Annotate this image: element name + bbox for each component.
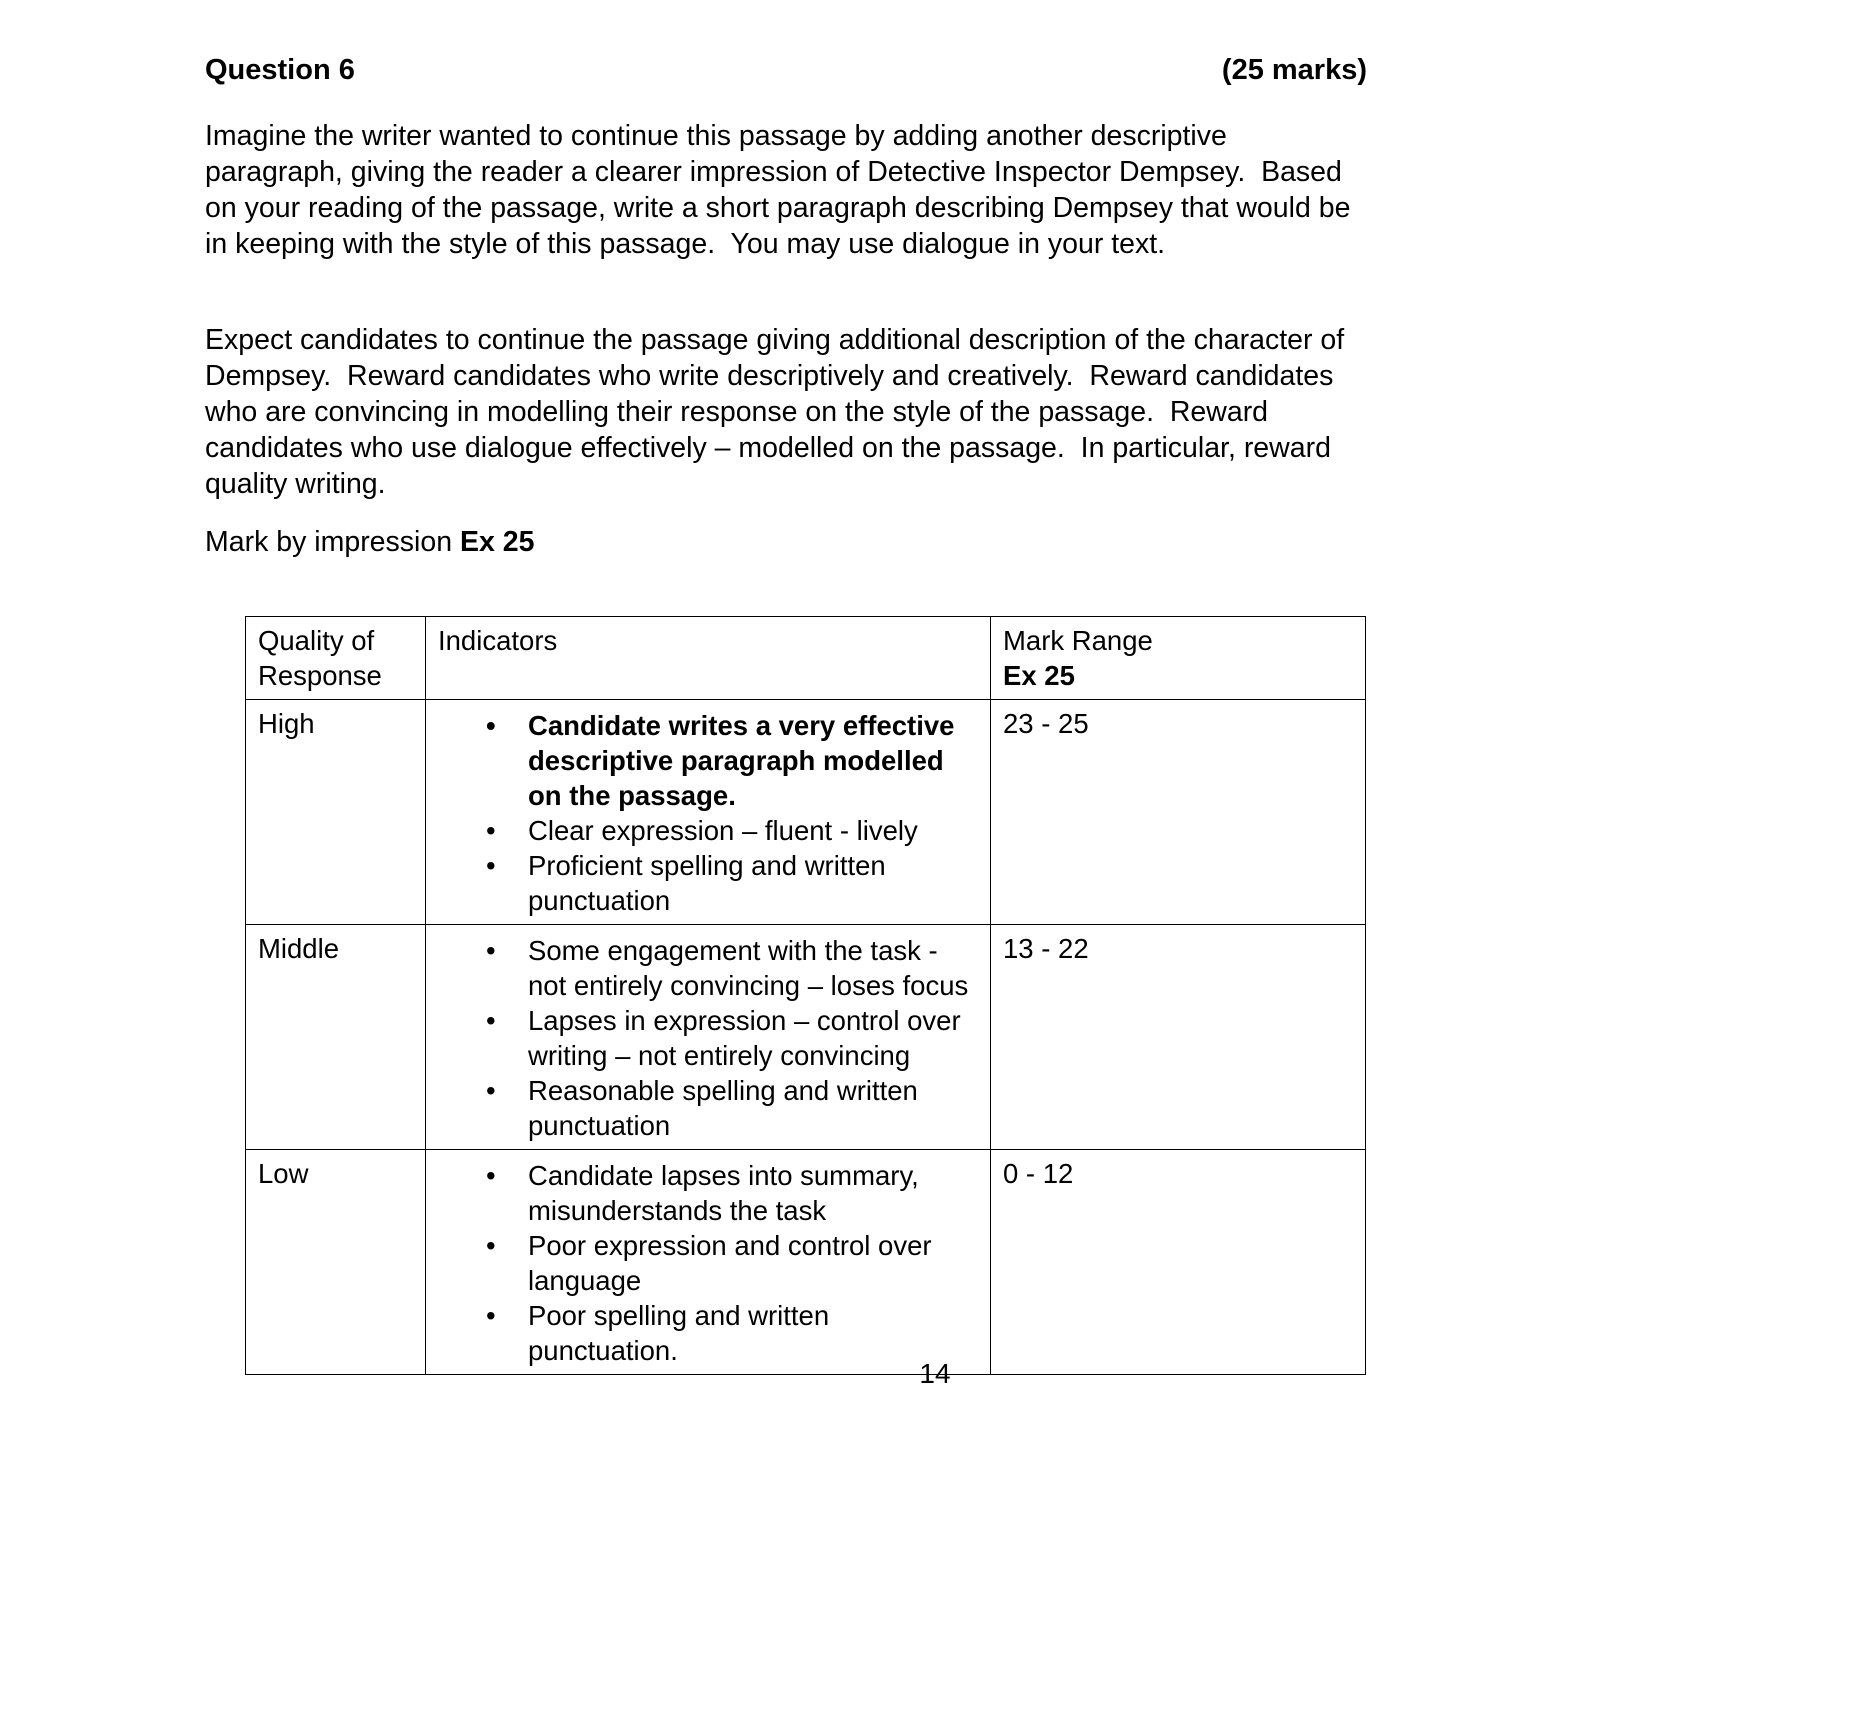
mark-scheme-table: [245, 616, 1366, 1375]
indicator-bullet: [486, 1228, 978, 1298]
indicator-text: Reasonable spelling and written punctuation: [528, 1075, 918, 1141]
page-number: 14: [919, 1358, 951, 1389]
indicator-text: Some engagement with the task - not entirely convincing – loses focus: [528, 935, 969, 1001]
task-paragraph: Imagine the writer wanted to continue this passage by adding another descriptive paragraph, giving the reader a clearer impression of Detective Inspector Dempsey. Based on your reading of the passage, write a short paragraph describing Dempsey that would be in keeping with the style of this passage. You may use dialogue in your text.: [205, 120, 1359, 260]
indicator-bullet: [486, 1073, 978, 1143]
indicator-text: Candidate lapses into summary, misunderstands the task: [528, 1160, 919, 1226]
indicator-text: Lapses in expression – control over writing – not entirely convincing: [528, 1005, 961, 1071]
quality-label-high: High: [246, 700, 426, 925]
indicator-bullet: [486, 813, 978, 848]
quality-label-middle: Middle: [246, 925, 426, 1150]
mark-range-high: 23 - 25: [991, 700, 1366, 925]
bullet-icon: •: [486, 1230, 496, 1261]
indicator-text: Poor expression and control over language: [528, 1230, 932, 1296]
header-mark-range-line2: Ex 25: [1003, 660, 1075, 691]
question-title: Question 6: [205, 54, 355, 86]
guidance-paragraph: Expect candidates to continue the passage giving additional description of the character of Dempsey. Reward candidates who write descriptively and creatively. Reward candidates who are convincing in modelling their response on the style of the passage. Reward candidates who use dialogue effectively – modelled on the passage. In particular, reward quality writing.: [205, 324, 1353, 500]
indicator-list: [438, 708, 978, 918]
indicators-cell-middle: [426, 925, 991, 1150]
header-indicators: Indicators: [426, 617, 991, 700]
question-heading-row: [205, 52, 1367, 88]
table-row-low: [246, 1150, 1366, 1375]
header-quality-of-response: Quality of Response: [246, 617, 426, 700]
table-row-middle: [246, 925, 1366, 1150]
indicator-text: Clear expression – fluent - lively: [528, 815, 918, 846]
mark-range-low: 0 - 12: [991, 1150, 1366, 1375]
indicator-list: [438, 933, 978, 1143]
bullet-icon: •: [486, 710, 496, 741]
bullet-icon: •: [486, 1160, 496, 1191]
impression-text: Mark by impression: [205, 526, 460, 558]
bullet-icon: •: [486, 850, 496, 881]
indicators-cell-high: [426, 700, 991, 925]
bullet-icon: •: [486, 1005, 496, 1036]
mark-by-impression-line: [205, 524, 1367, 560]
indicator-bullet: [486, 933, 978, 1003]
bullet-icon: •: [486, 1075, 496, 1106]
bullet-icon: •: [486, 815, 496, 846]
indicator-text: Poor spelling and written punctuation.: [528, 1300, 830, 1366]
indicators-cell-low: [426, 1150, 991, 1375]
header-mark-range: [991, 617, 1366, 700]
impression-ex-value: Ex 25: [459, 526, 535, 558]
bullet-icon: •: [486, 935, 496, 966]
mark-range-middle: 13 - 22: [991, 925, 1366, 1150]
indicator-bullet: [486, 708, 978, 813]
header-mark-range-line1: Mark Range: [1003, 625, 1153, 656]
indicator-list: [438, 1158, 978, 1368]
indicator-bullet: [486, 848, 978, 918]
marks-label: (25 marks): [1221, 54, 1367, 86]
indicator-bullet: [486, 1003, 978, 1073]
table-header-row: [246, 617, 1366, 700]
indicator-bullet: [486, 1158, 978, 1228]
indicator-text: Candidate writes a very effective descriptive paragraph modelled on the passage.: [528, 710, 955, 811]
table-row-high: [246, 700, 1366, 925]
quality-label-low: Low: [246, 1150, 426, 1375]
document-page-content: [205, 0, 1367, 1375]
indicator-text: Proficient spelling and written punctuation: [528, 850, 886, 916]
bullet-icon: •: [486, 1300, 496, 1331]
